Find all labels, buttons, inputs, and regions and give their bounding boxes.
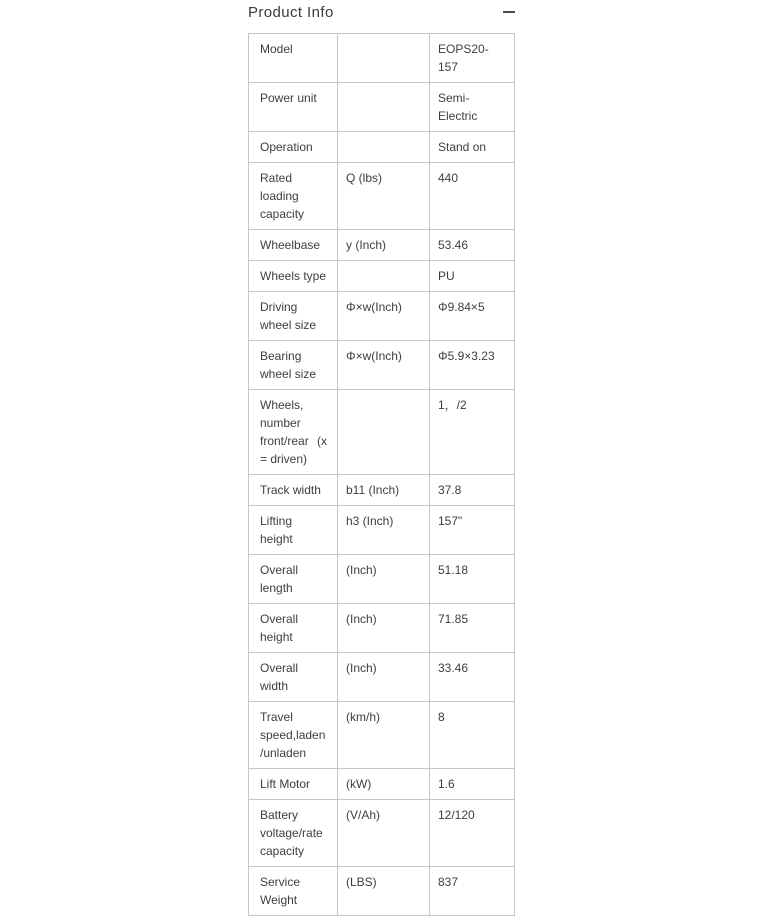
spec-row [249, 800, 515, 867]
spec-label: Rated loading capacity [249, 163, 338, 230]
spec-value: PU [430, 261, 515, 292]
spec-symbol: (kW) [338, 769, 430, 800]
spec-symbol: h3 (Inch) [338, 506, 430, 555]
spec-table [248, 33, 515, 916]
spec-symbol: (Inch) [338, 653, 430, 702]
spec-value: Φ9.84×5 [430, 292, 515, 341]
spec-label: Model [249, 34, 338, 83]
spec-symbol: Q (lbs) [338, 163, 430, 230]
spec-label: Bearing wheel size [249, 341, 338, 390]
spec-symbol: y (Inch) [338, 230, 430, 261]
spec-label: Travel speed,laden/unladen [249, 702, 338, 769]
spec-row [249, 769, 515, 800]
spec-label: Wheels type [249, 261, 338, 292]
spec-symbol: (V/Ah) [338, 800, 430, 867]
spec-label: Battery voltage/rate capacity [249, 800, 338, 867]
spec-label: Wheelbase [249, 230, 338, 261]
spec-label: Wheels, number front/rear (x = driven) [249, 390, 338, 475]
spec-label: Lifting height [249, 506, 338, 555]
spec-row [249, 506, 515, 555]
minus-icon [503, 11, 515, 13]
spec-value: 837 [430, 867, 515, 916]
spec-row [249, 867, 515, 916]
spec-value: 157" [430, 506, 515, 555]
spec-symbol [338, 34, 430, 83]
spec-symbol [338, 261, 430, 292]
spec-value: Semi-Electric [430, 83, 515, 132]
spec-row [249, 604, 515, 653]
spec-symbol: (Inch) [338, 555, 430, 604]
spec-value: Stand on [430, 132, 515, 163]
spec-row [249, 292, 515, 341]
spec-label: Operation [249, 132, 338, 163]
spec-row [249, 475, 515, 506]
spec-value: 71.85 [430, 604, 515, 653]
spec-table-body [249, 34, 515, 916]
collapse-section-button[interactable] [503, 7, 515, 17]
spec-symbol: b11 (Inch) [338, 475, 430, 506]
spec-symbol [338, 390, 430, 475]
spec-value: 33.46 [430, 653, 515, 702]
spec-symbol: Φ×w(Inch) [338, 292, 430, 341]
spec-row [249, 653, 515, 702]
spec-value: 37.8 [430, 475, 515, 506]
spec-label: Service Weight [249, 867, 338, 916]
spec-row [249, 34, 515, 83]
product-info-section [248, 2, 517, 916]
spec-row [249, 83, 515, 132]
spec-symbol: Φ×w(Inch) [338, 341, 430, 390]
spec-value: 440 [430, 163, 515, 230]
spec-symbol: (LBS) [338, 867, 430, 916]
spec-symbol [338, 83, 430, 132]
spec-label: Overall length [249, 555, 338, 604]
spec-label: Power unit [249, 83, 338, 132]
spec-value: 12/120 [430, 800, 515, 867]
spec-label: Lift Motor [249, 769, 338, 800]
spec-value: 8 [430, 702, 515, 769]
spec-symbol: (km/h) [338, 702, 430, 769]
spec-value: 53.46 [430, 230, 515, 261]
section-title: Product Info [248, 3, 334, 21]
spec-row [249, 230, 515, 261]
spec-row [249, 132, 515, 163]
spec-row [249, 702, 515, 769]
spec-label: Track width [249, 475, 338, 506]
spec-value: 51.18 [430, 555, 515, 604]
spec-row [249, 341, 515, 390]
spec-label: Driving wheel size [249, 292, 338, 341]
spec-row [249, 163, 515, 230]
spec-symbol: (Inch) [338, 604, 430, 653]
spec-row [249, 555, 515, 604]
spec-value: 1.6 [430, 769, 515, 800]
spec-row [249, 390, 515, 475]
spec-label: Overall height [249, 604, 338, 653]
spec-value: EOPS20-157 [430, 34, 515, 83]
spec-row [249, 261, 515, 292]
spec-label: Overall width [249, 653, 338, 702]
spec-symbol [338, 132, 430, 163]
spec-value: Φ5.9×3.23 [430, 341, 515, 390]
spec-value: 1，/2 [430, 390, 515, 475]
section-header [248, 2, 515, 22]
